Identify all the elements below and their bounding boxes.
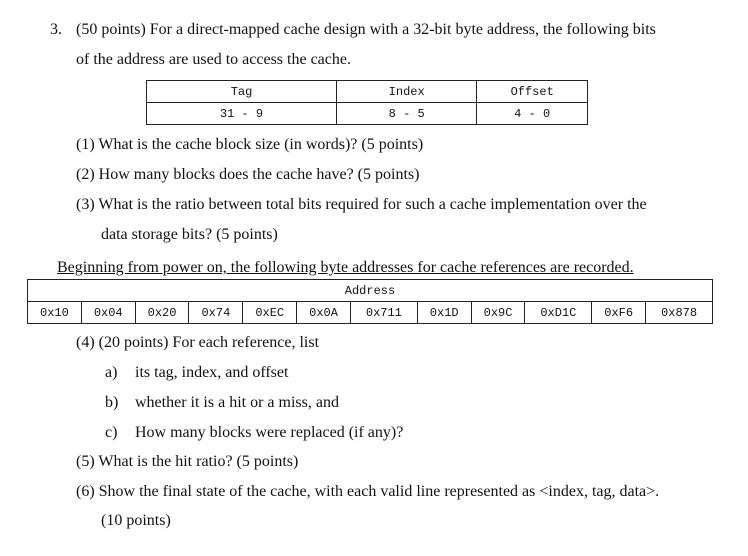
question-3-line1: (3) What is the ratio between total bits required for such a cache implementation over the [76, 196, 647, 213]
bit-table-range-row [147, 103, 588, 125]
q4-item-c-text: How many blocks were replaced (if any)? [135, 424, 404, 441]
address-cell: 0x1D [417, 302, 471, 324]
question-1: (1) What is the cache block size (in words)? (5 points) [76, 136, 424, 153]
address-header-row [28, 280, 713, 302]
address-row [28, 302, 713, 324]
bit-table-header-row [147, 81, 588, 103]
question-2: (2) How many blocks does the cache have? (5 points) [76, 166, 420, 183]
address-cell: 0x20 [135, 302, 189, 324]
references-intro: Beginning from power on, the following byte addresses for cache references are recorded. [57, 259, 634, 276]
address-table [27, 279, 713, 324]
tag-header: Tag [147, 81, 337, 103]
offset-range: 4 - 0 [477, 103, 588, 125]
tag-range: 31 - 9 [147, 103, 337, 125]
address-cell: 0x0A [297, 302, 351, 324]
question-intro-line1: (50 points) For a direct-mapped cache design with a 32-bit byte address, the following bits [76, 21, 656, 38]
offset-header: Offset [477, 81, 588, 103]
address-cell: 0x10 [28, 302, 82, 324]
question-6-line2: (10 points) [101, 512, 171, 529]
question-5: (5) What is the hit ratio? (5 points) [76, 453, 299, 470]
address-cell: 0x711 [350, 302, 417, 324]
question-3-line2: data storage bits? (5 points) [101, 226, 278, 243]
q4-item-a-text: its tag, index, and offset [135, 364, 289, 381]
question-4-title: (4) (20 points) For each reference, list [76, 334, 320, 351]
question-6-line1: (6) Show the final state of the cache, with each valid line represented as <index, tag, data>. [76, 483, 660, 500]
index-range: 8 - 5 [337, 103, 477, 125]
question-intro-line2: of the address are used to access the cache. [76, 51, 351, 68]
q4-item-b-text: whether it is a hit or a miss, and [135, 394, 339, 411]
address-cell: 0x74 [189, 302, 243, 324]
address-cell: 0xF6 [592, 302, 646, 324]
address-cell: 0x9C [471, 302, 525, 324]
address-cell: 0xD1C [525, 302, 592, 324]
bit-field-table [146, 80, 588, 125]
address-cell: 0x04 [81, 302, 135, 324]
q4-item-b-marker: b) [105, 394, 119, 411]
index-header: Index [337, 81, 477, 103]
q4-item-a-marker: a) [105, 364, 118, 381]
q4-item-c-marker: c) [105, 424, 118, 441]
question-number: 3. [50, 21, 62, 38]
address-cell: 0x878 [646, 302, 713, 324]
address-cell: 0xEC [243, 302, 297, 324]
address-header: Address [28, 280, 713, 302]
